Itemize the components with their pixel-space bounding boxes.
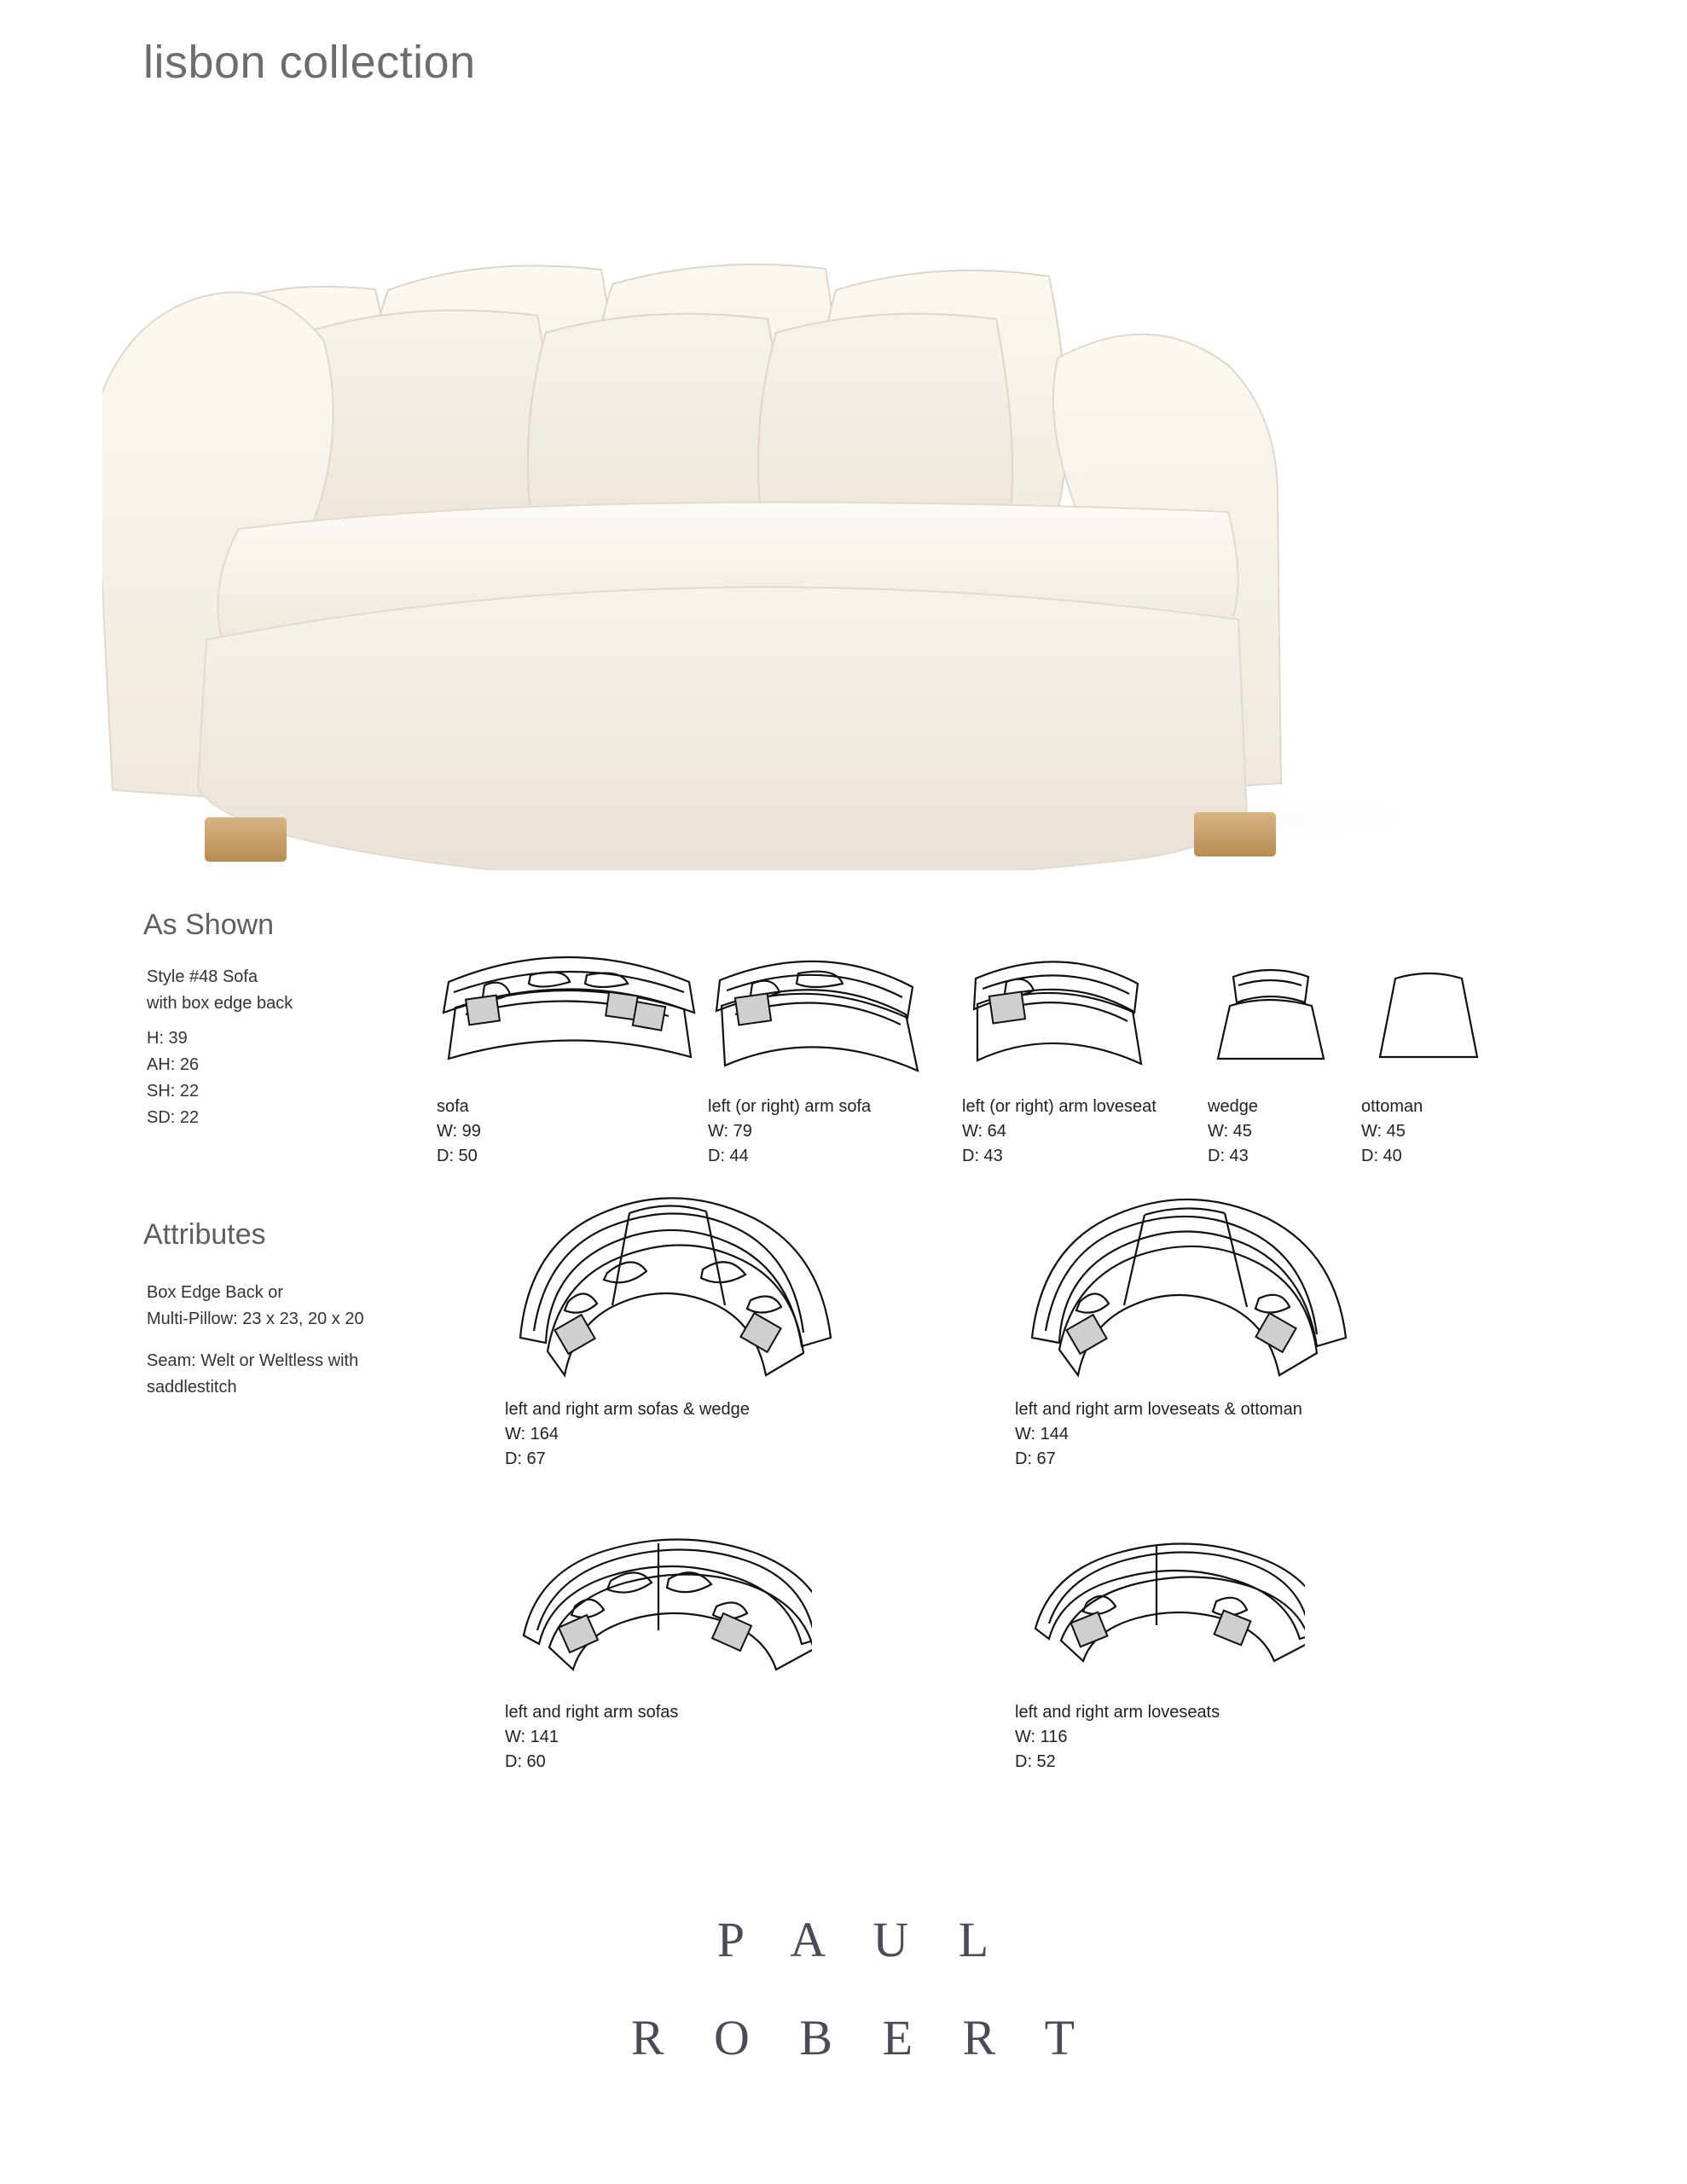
piece-width: W: 99 [437, 1122, 481, 1141]
config-width: W: 141 [505, 1728, 559, 1746]
piece-label: ottoman [1361, 1097, 1423, 1116]
attribute-back-line-2: Multi-Pillow: 23 x 23, 20 x 20 [147, 1310, 364, 1328]
brand-logo-line-1: P A U L [716, 1912, 1008, 1967]
piece-label: left (or right) arm sofa [708, 1097, 872, 1116]
config-label: left and right arm sofas [505, 1703, 679, 1722]
piece-width: W: 79 [708, 1122, 752, 1141]
config-depth: D: 67 [1015, 1449, 1056, 1468]
piece-diagram-left-arm-sofa [708, 926, 964, 1169]
style-line-2: with box edge back [147, 994, 293, 1013]
piece-depth: D: 40 [1361, 1147, 1402, 1165]
style-line-1: Style #48 Sofa [147, 967, 258, 986]
sofa-top-view-icon [437, 926, 701, 1088]
config-width: W: 116 [1015, 1728, 1068, 1746]
left-arm-sofa-top-view-icon [708, 926, 930, 1088]
piece-depth: D: 44 [708, 1147, 749, 1165]
dim-seat-depth: SD: 22 [147, 1108, 200, 1127]
piece-diagram-sofa [437, 926, 701, 1169]
dim-height: H: 39 [147, 1029, 188, 1048]
as-shown-heading: As Shown [143, 909, 275, 941]
config-diagram-loveseats [1015, 1531, 1356, 1774]
dim-arm-height: AH: 26 [147, 1055, 200, 1074]
sofas-pair-top-view-icon [505, 1531, 812, 1693]
config-depth: D: 52 [1015, 1752, 1056, 1771]
brand-logo-line-2: R O B E R T [630, 2010, 1094, 2065]
piece-width: W: 64 [962, 1122, 1006, 1141]
piece-width: W: 45 [1208, 1122, 1252, 1141]
ottoman-top-view-icon [1361, 926, 1498, 1088]
as-shown-specs [147, 964, 403, 1131]
hero-sofa-illustration [102, 162, 1603, 870]
config-diagram-sofas [505, 1531, 846, 1774]
dim-seat-height: SH: 22 [147, 1082, 200, 1101]
attributes-heading: Attributes [143, 1218, 266, 1251]
attributes-specs [147, 1280, 428, 1401]
piece-diagram-wedge [1208, 926, 1353, 1169]
sofas-and-wedge-top-view-icon [505, 1194, 846, 1391]
config-width: W: 144 [1015, 1425, 1069, 1443]
piece-diagram-left-arm-loveseat [962, 926, 1192, 1169]
config-label: left and right arm sofas & wedge [505, 1400, 750, 1419]
page-title: lisbon collection [143, 37, 476, 88]
config-width: W: 164 [505, 1425, 559, 1443]
attribute-seam-line-2: saddlestitch [147, 1378, 237, 1397]
piece-label: sofa [437, 1097, 469, 1116]
piece-depth: D: 50 [437, 1147, 478, 1165]
config-depth: D: 60 [505, 1752, 546, 1771]
loveseats-pair-top-view-icon [1015, 1531, 1305, 1693]
config-label: left and right arm loveseats [1015, 1703, 1220, 1722]
piece-label: left (or right) arm loveseat [962, 1097, 1157, 1116]
piece-width: W: 45 [1361, 1122, 1406, 1141]
config-depth: D: 67 [505, 1449, 546, 1468]
config-diagram-loveseats-ottoman [1015, 1194, 1390, 1472]
piece-depth: D: 43 [962, 1147, 1003, 1165]
attribute-back-line-1: Box Edge Back or [147, 1283, 284, 1302]
attribute-seam-line-1: Seam: Welt or Weltless with [147, 1351, 359, 1370]
left-arm-loveseat-top-view-icon [962, 926, 1158, 1088]
piece-label: wedge [1208, 1097, 1258, 1116]
piece-diagram-ottoman [1361, 926, 1515, 1169]
piece-depth: D: 43 [1208, 1147, 1249, 1165]
wedge-top-view-icon [1208, 926, 1336, 1088]
loveseats-and-ottoman-top-view-icon [1015, 1194, 1365, 1391]
config-label: left and right arm loveseats & ottoman [1015, 1400, 1302, 1419]
config-diagram-sofas-wedge [505, 1194, 872, 1472]
